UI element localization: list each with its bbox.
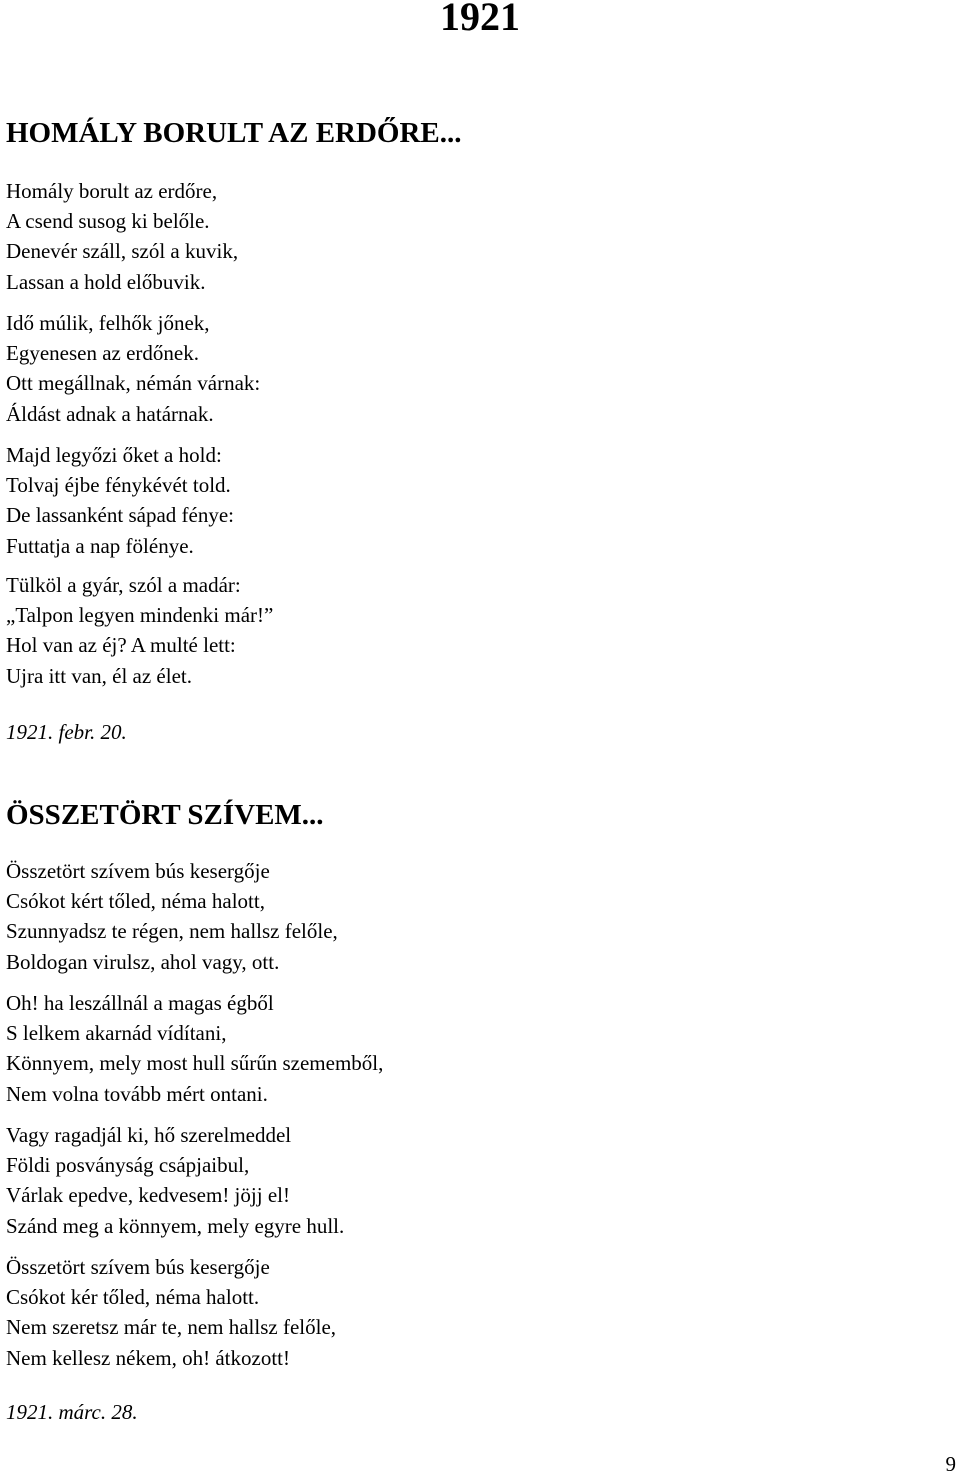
poem-stanza — [6, 570, 273, 691]
poem-stanza — [6, 988, 383, 1109]
poem-line: Homály borult az erdőre, — [6, 179, 218, 203]
poem-line: Ujra itt van, él az élet. — [6, 663, 192, 688]
poem-line: Denevér száll, szól a kuvik, — [6, 239, 239, 264]
poem-line: Könnyem, mely most hull sűrűn szememből, — [6, 1051, 384, 1076]
poem-date: 1921. márc. 28. — [6, 1400, 138, 1424]
poem-line: Boldogan virulsz, ahol vagy, ott. — [6, 949, 280, 974]
poem-line: Szánd meg a könnyem, mely egyre hull. — [6, 1213, 345, 1238]
poem-line: Szunnyadsz te régen, nem hallsz felőle, — [6, 919, 338, 944]
poem-line: Nem kellesz nékem, oh! átkozott! — [6, 1345, 290, 1370]
poem-stanza — [6, 308, 260, 429]
poem-line: „Talpon legyen mindenki már!” — [6, 603, 274, 628]
poem-date: 1921. febr. 20. — [6, 720, 127, 744]
poem-line: Összetört szívem bús kesergője — [6, 1255, 270, 1279]
poem-stanza — [6, 176, 238, 297]
poem-line: Oh! ha leszállnál a magas égből — [6, 991, 274, 1015]
poem-stanza — [6, 1252, 336, 1373]
poem-line: Várlak epedve, kedvesem! jöjj el! — [6, 1183, 290, 1208]
poem-line: Csókot kért tőled, néma halott, — [6, 889, 265, 914]
page-title: 1921 — [440, 0, 520, 39]
page-number: 9 — [945, 1452, 956, 1476]
poem-title: ÖSSZETÖRT SZÍVEM... — [6, 799, 324, 831]
poem-line: Hol van az éj? A multé lett: — [6, 633, 236, 658]
poem-line: S lelkem akarnád vídítani, — [6, 1021, 227, 1046]
poem-line: Egyenesen az erdőnek. — [6, 341, 199, 366]
poem-line: Tülköl a gyár, szól a madár: — [6, 573, 241, 597]
poem-line: Földi posványság csápjaibul, — [6, 1153, 250, 1178]
poem-line: Futtatja a nap fölénye. — [6, 533, 194, 558]
poem-line: Vagy ragadjál ki, hő szerelmeddel — [6, 1123, 292, 1147]
poem-line: Összetört szívem bús kesergője — [6, 859, 270, 883]
poem-stanza — [6, 1120, 344, 1241]
poem-line: Csókot kér tőled, néma halott. — [6, 1285, 260, 1310]
poem-line: Idő múlik, felhők jőnek, — [6, 311, 210, 335]
poem-stanza — [6, 856, 338, 977]
poem-line: Áldást adnak a határnak. — [6, 401, 214, 426]
poem-line: Majd legyőzi őket a hold: — [6, 443, 222, 467]
poem-line: Nem volna tovább mért ontani. — [6, 1081, 268, 1106]
poem-line: Tolvaj éjbe fénykévét told. — [6, 473, 231, 498]
poem-line: De lassanként sápad fénye: — [6, 503, 234, 528]
poem-line: Ott megállnak, némán várnak: — [6, 371, 261, 396]
poem-line: Nem szeretsz már te, nem hallsz felőle, — [6, 1315, 337, 1340]
poem-line: Lassan a hold előbuvik. — [6, 269, 206, 294]
poem-line: A csend susog ki belőle. — [6, 209, 210, 234]
poem-stanza — [6, 440, 234, 561]
poem-title: HOMÁLY BORULT AZ ERDŐRE... — [6, 117, 462, 149]
